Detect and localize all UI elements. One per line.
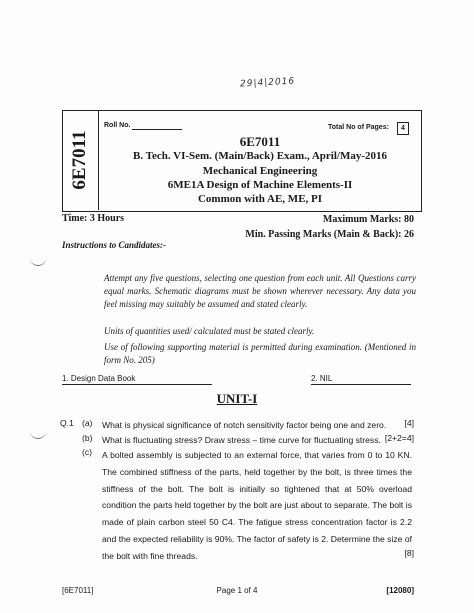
question-text: A bolted assembly is subjected to an external force, that varies from 0 to 10 KN. The combined stiffness of the parts, held together by the bolt, is three times the stiffness of the bolt. The bolt is initially so tightened that at 50% overload condition the parts held together by the bolt are just about to separate. The bolt is made of plain carbon steel 50 C4. The fatigue stress concentration factor is 2.2 and the expected reliability is 90%. The factor of safety is 2. Determine the size of the bolt with fine threads.: [102, 450, 412, 561]
material-underline: [311, 384, 411, 385]
paper-code: 6E7011: [239, 134, 281, 149]
instructions-heading: Instructions to Candidates:-: [62, 240, 167, 250]
roll-no-label: Roll No.: [104, 122, 131, 129]
subquestion-label: (a): [82, 418, 93, 428]
handwritten-date: 29|4|2016: [239, 76, 296, 90]
subquestion-label: (b): [82, 433, 93, 443]
branch-name: Mechanical Engineering: [202, 165, 318, 177]
common-branches: Common with AE, ME, PI: [197, 193, 323, 205]
instruction-paragraph: Attempt any five questions, selecting one question from each unit. All Questions carry equal marks. Schematic diagrams must be shown wherever necessary. Any data you feel missing may suitably be assumed and stated clearly.: [104, 273, 416, 309]
question-text: What is fluctuating stress? Draw stress – time curve for fluctuating stress.: [102, 435, 381, 445]
total-pages-value: 4: [397, 122, 409, 135]
scan-margin-mark: [30, 255, 46, 266]
question-marks: [2+2=4]: [384, 433, 414, 443]
subquestion-label: (c): [82, 447, 93, 457]
instruction-paragraph: Use of following supporting material is permitted during examination. (Mentioned in form No. 205): [104, 342, 416, 365]
question-marks: [4]: [404, 418, 414, 428]
material-item: 1. Design Data Book: [62, 374, 136, 383]
question-text: What is physical significance of notch sensitivity factor being one and zero.: [102, 420, 387, 430]
vertical-paper-code: 6E7011: [69, 130, 90, 190]
total-pages-label: Total No of Pages:: [328, 124, 389, 131]
scan-margin-mark: [30, 428, 46, 439]
material-item: 2. NIL: [311, 374, 333, 383]
subject-name: 6ME1A Design of Machine Elements-II: [167, 179, 353, 191]
exam-title: B. Tech. VI-Sem. (Main/Back) Exam., April/May-2016: [132, 150, 388, 162]
footer-serial: [12080]: [386, 586, 414, 595]
unit-heading: UNIT-I: [216, 391, 258, 406]
time-duration: Time: 3 Hours: [62, 213, 125, 224]
question-number: Q.1: [60, 418, 74, 428]
material-underline: [62, 384, 212, 385]
min-passing-marks: Min. Passing Marks (Main & Back): 26: [245, 229, 414, 240]
footer-paper-code: [6E7011]: [62, 586, 94, 595]
question-marks: [8]: [404, 548, 414, 558]
maximum-marks: Maximum Marks: 80: [322, 214, 414, 225]
roll-no-field: [132, 129, 182, 130]
instruction-paragraph: Units of quantities used/ calculated must be stated clearly.: [104, 326, 315, 336]
footer-page-number: Page 1 of 4: [216, 586, 258, 595]
